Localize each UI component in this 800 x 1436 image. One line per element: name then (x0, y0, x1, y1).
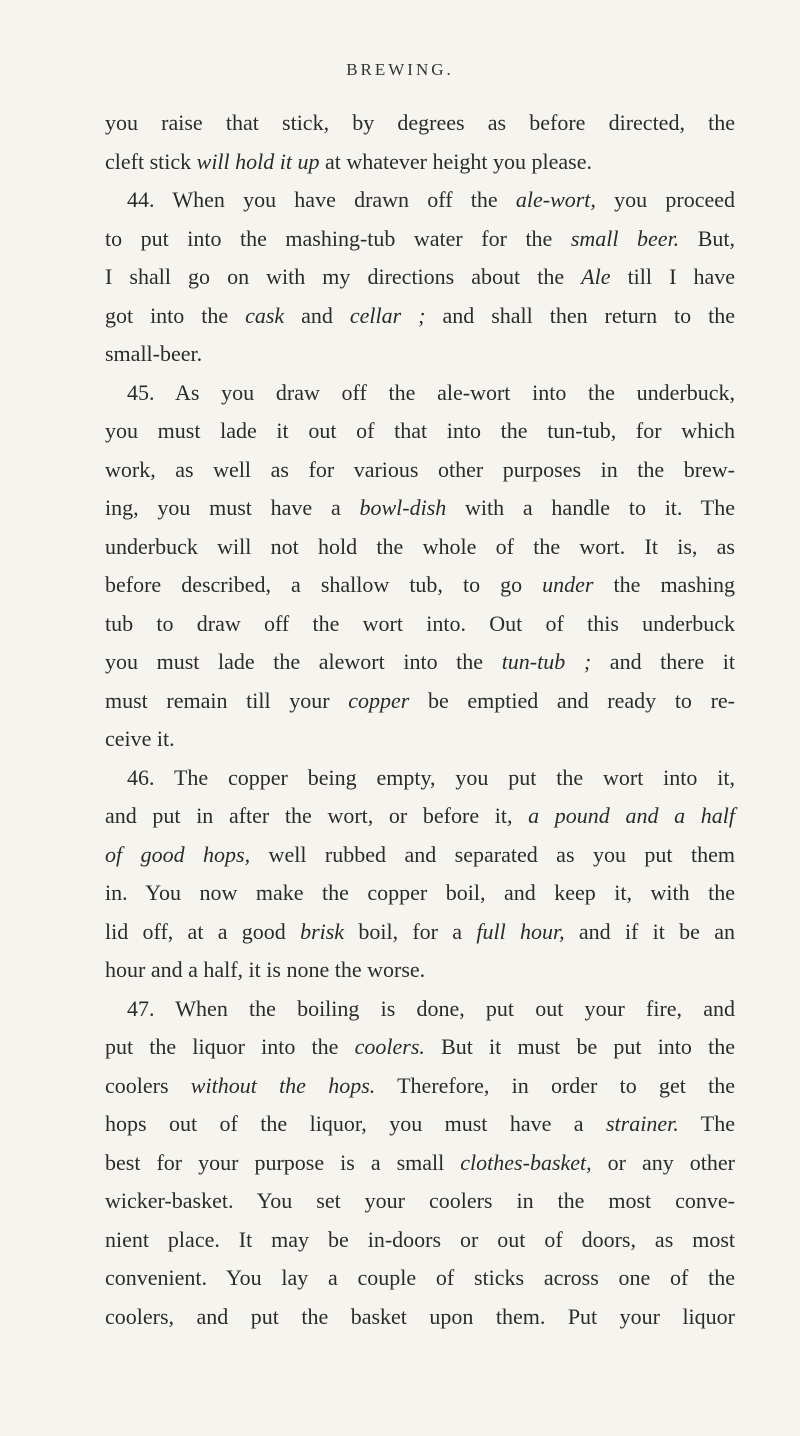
text-line (105, 489, 735, 528)
text-line (105, 1144, 735, 1183)
text-line (105, 374, 735, 413)
running-head: BREWING. (346, 60, 454, 79)
text-line (105, 104, 735, 143)
text-segment: boil, for a (344, 918, 477, 944)
text-segment: and there it (591, 649, 735, 674)
italic-text: cask (245, 302, 285, 328)
text-segment: But, (679, 225, 735, 251)
text-line (105, 913, 735, 952)
text-segment: in. You now make the copper boil, and keep it, with the (105, 880, 735, 905)
italic-text: coolers. (354, 1034, 425, 1059)
text-segment: 44. When you have drawn off the (127, 187, 516, 212)
text-line (105, 874, 735, 913)
text-segment: and shall then return to the (425, 302, 736, 328)
text-line (105, 1298, 735, 1337)
text-segment: Therefore, in order to get the (375, 1072, 736, 1098)
text-line (105, 451, 735, 490)
text-segment: ing, you must have a (105, 495, 360, 520)
text-segment: or any other (591, 1149, 736, 1175)
text-line (105, 220, 735, 259)
text-segment: you proceed (595, 187, 735, 212)
italic-text: of good hops, (105, 841, 251, 867)
text-segment: got into the (105, 302, 246, 328)
italic-text: bowl-dish (359, 495, 447, 520)
text-segment: 47. When the boiling is done, put out your fire, and (127, 995, 735, 1021)
italic-text: tun-tub ; (501, 649, 592, 674)
text-line (105, 1028, 735, 1067)
text-line (105, 1221, 735, 1260)
italic-text: brisk (300, 918, 345, 944)
text-segment: small-beer. (105, 341, 203, 366)
text-line (105, 566, 735, 605)
text-segment: underbuck will not hold the whole of the wort. It is, as (105, 533, 735, 559)
text-segment: hops out of the liquor, you must have a (105, 1111, 606, 1136)
text-line (105, 335, 735, 374)
italic-text: cellar ; (349, 302, 426, 328)
text-line (105, 181, 735, 220)
text-segment: I shall go on with my directions about the (105, 264, 582, 289)
text-segment: to put into the mashing-tub water for the (105, 225, 571, 251)
text-segment: put the liquor into the (105, 1034, 355, 1059)
text-line (105, 412, 735, 451)
italic-text: strainer. (606, 1111, 679, 1136)
italic-text: under (542, 572, 594, 597)
text-line (105, 528, 735, 567)
text-line (105, 297, 735, 336)
text-line (105, 1182, 735, 1221)
text-line (105, 759, 735, 798)
italic-text: will hold it up (196, 148, 320, 174)
text-segment: and if it be an (564, 918, 735, 944)
text-line (105, 643, 735, 682)
text-line (105, 1259, 735, 1298)
text-line (105, 836, 735, 875)
text-line (105, 1105, 735, 1144)
italic-text: small beer. (570, 225, 680, 251)
text-segment: But it must be put into the (424, 1034, 735, 1059)
italic-text: copper (348, 687, 410, 713)
text-line (105, 1067, 735, 1106)
text-line (105, 990, 735, 1029)
text-segment: coolers (105, 1072, 191, 1098)
text-segment: and (284, 302, 350, 328)
text-segment: best for your purpose is a small (105, 1149, 461, 1175)
text-segment: the mashing (593, 572, 736, 597)
text-segment: lid off, at a good (105, 918, 301, 944)
text-segment: with a handle to it. The (446, 495, 735, 520)
italic-text: full hour, (476, 918, 565, 944)
text-segment: before described, a shallow tub, to go (105, 572, 543, 597)
text-segment: and put in after the wort, or before it, (105, 803, 529, 828)
text-line (105, 951, 735, 990)
text-segment: convenient. You lay a couple of sticks across one of the (105, 1265, 735, 1290)
text-segment: work, as well as for various other purposes in the brew- (105, 456, 735, 482)
text-segment: you must lade it out of that into the tun-tub, for which (105, 418, 735, 443)
text-segment: tub to draw off the wort into. Out of this underbuck (105, 610, 735, 636)
text-line (105, 720, 735, 759)
text-line (105, 258, 735, 297)
italic-text: Ale (581, 264, 611, 289)
italic-text: without the hops. (190, 1072, 376, 1098)
text-segment: hour and a half, it is none the worse. (105, 957, 426, 982)
text-segment: nient place. It may be in-doors or out of doors, as most (105, 1226, 735, 1252)
text-line (105, 605, 735, 644)
text-segment: till I have (610, 264, 735, 289)
body-text (105, 104, 735, 1336)
text-segment: wicker-basket. You set your coolers in the most conve- (105, 1188, 735, 1213)
text-segment: 45. As you draw off the ale-wort into the underbuck, (127, 379, 735, 405)
text-segment: coolers, and put the basket upon them. Put your liquor (105, 1303, 735, 1329)
text-line (105, 682, 735, 721)
text-segment: ceive it. (105, 726, 175, 751)
text-line (105, 143, 735, 182)
italic-text: a pound and a half (528, 803, 735, 828)
text-segment: you must lade the alewort into the (105, 649, 502, 674)
text-segment: be emptied and ready to re- (409, 687, 735, 713)
text-segment: at whatever height you please. (319, 148, 592, 174)
text-segment: cleft stick (105, 148, 197, 174)
text-line (105, 797, 735, 836)
italic-text: clothes-basket, (460, 1149, 592, 1175)
text-segment: must remain till your (105, 687, 349, 713)
text-segment: The (678, 1111, 735, 1136)
text-segment: 46. The copper being empty, you put the wort into it, (127, 764, 735, 790)
text-segment: you raise that stick, by degrees as before directed, the (105, 110, 735, 135)
italic-text: ale-wort, (515, 187, 596, 212)
text-segment: well rubbed and separated as you put them (250, 841, 735, 867)
